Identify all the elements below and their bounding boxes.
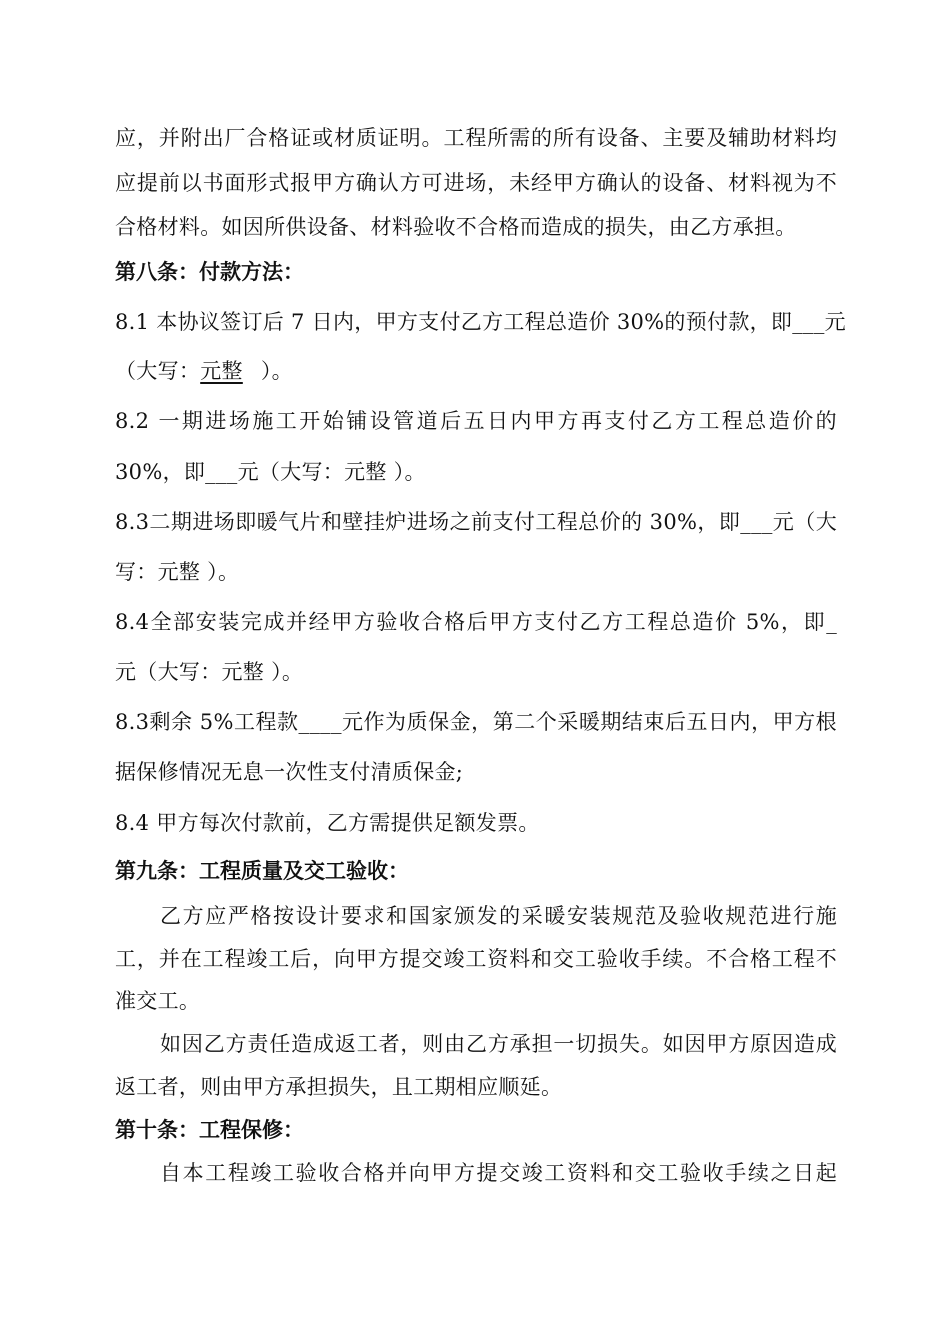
clause-8-6-line: 8.4 甲方每次付款前，乙方需提供足额发票。 <box>115 811 540 835</box>
clause-8-2-line: 30%，即___元（大写：元整 ）。 <box>115 460 426 484</box>
clause-8-4-line: 8.4全部安装完成并经甲方验收合格后甲方支付乙方工程总造价 5%，即_ <box>115 610 837 634</box>
paragraph-line: 应，并附出厂合格证或材质证明。工程所需的所有设备、主要及辅助材料均 <box>115 126 837 150</box>
clause-text: ）。 <box>260 359 293 383</box>
clause-8-5-line: 8.3剩余 5%工程款____元作为质保金，第二个采暖期结束后五日内，甲方根 <box>115 710 837 734</box>
paragraph-line: 应提前以书面形式报甲方确认方可进场，未经甲方确认的设备、材料视为不 <box>115 171 837 195</box>
clause-text: （大写： <box>115 359 201 383</box>
paragraph-line: 乙方应严格按设计要求和国家颁发的采暖安装规范及验收规范进行施 <box>160 904 837 928</box>
paragraph-line: 准交工。 <box>115 989 201 1013</box>
clause-8-4-line: 元（大写：元整 ）。 <box>115 660 304 684</box>
underlined-amount: 元整 <box>200 359 243 383</box>
paragraph-line: 自本工程竣工验收合格并向甲方提交竣工资料和交工验收手续之日起 <box>160 1161 837 1185</box>
section-heading-article-9: 第九条：工程质量及交工验收： <box>115 859 409 883</box>
clause-8-1-line: 8.1 本协议签订后 7 日内，甲方支付乙方工程总造价 30%的预付款，即___元 <box>115 310 846 334</box>
paragraph-line: 如因乙方责任造成返工者，则由乙方承担一切损失。如因甲方原因造成 <box>160 1032 837 1056</box>
clause-8-3-line: 8.3二期进场即暖气片和壁挂炉进场之前支付工程总价的 30%，即___元（大 <box>115 510 837 534</box>
paragraph-line: 工，并在工程竣工后，向甲方提交竣工资料和交工验收手续。不合格工程不 <box>115 947 837 971</box>
paragraph-line: 返工者，则由甲方承担损失，且工期相应顺延。 <box>115 1075 563 1099</box>
section-heading-article-8: 第八条：付款方法： <box>115 260 304 284</box>
section-heading-article-10: 第十条：工程保修： <box>115 1118 304 1142</box>
clause-8-1-line <box>115 356 837 386</box>
clause-8-5-line: 据保修情况无息一次性支付清质保金; <box>115 760 464 784</box>
clause-8-3-line: 写：元整 ）。 <box>115 560 240 584</box>
paragraph-line: 合格材料。如因所供设备、材料验收不合格而造成的损失，由乙方承担。 <box>115 215 797 239</box>
clause-8-2-line: 8.2 一期进场施工开始铺设管道后五日内甲方再支付乙方工程总造价的 <box>115 409 837 433</box>
